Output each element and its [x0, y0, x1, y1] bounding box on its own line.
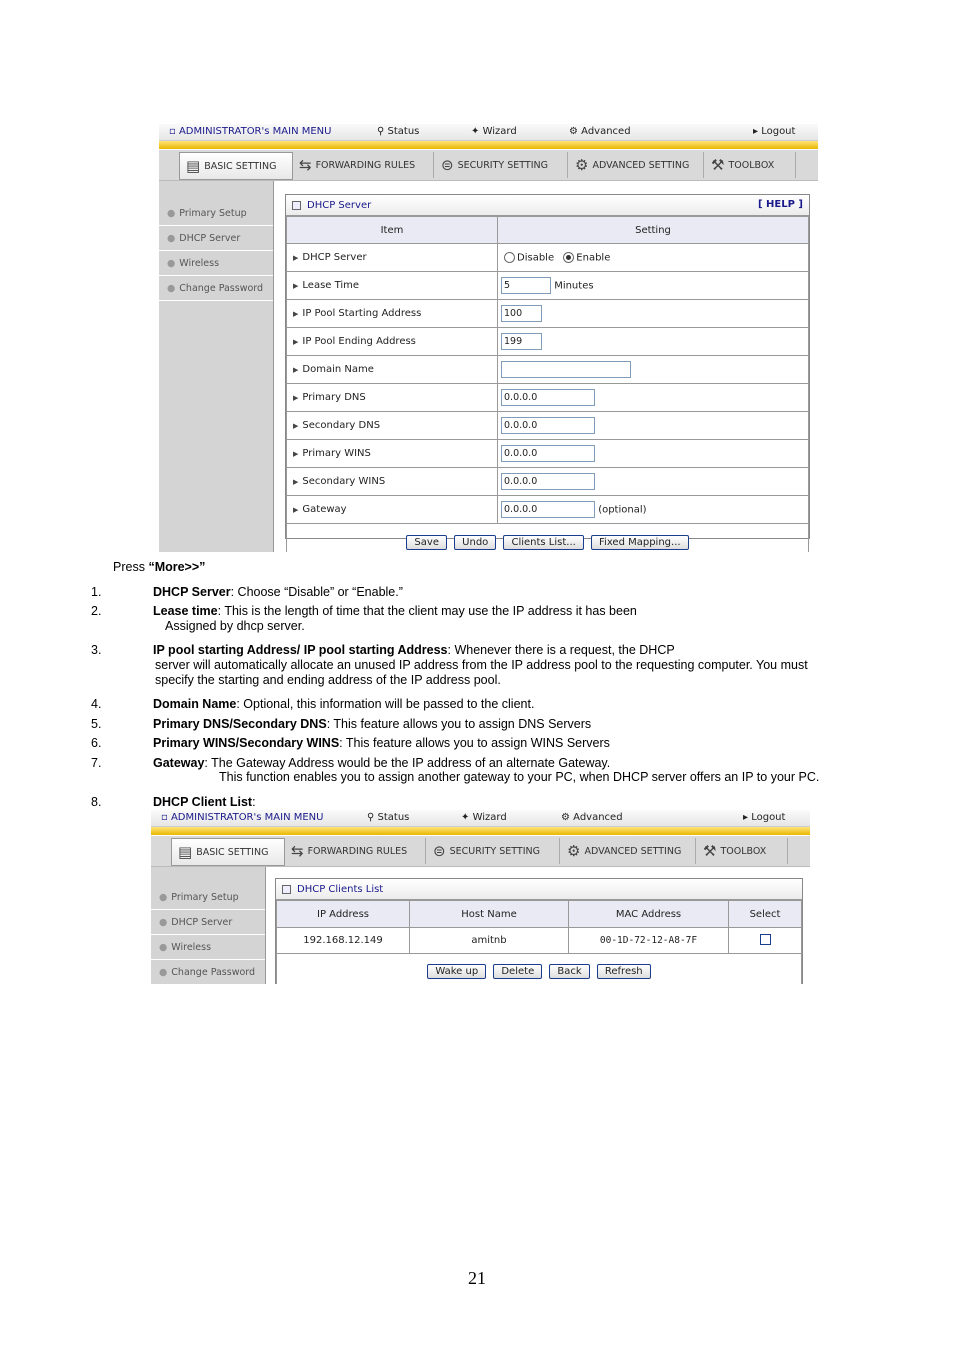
label-secondary-wins: ▶ Secondary WINS: [287, 468, 498, 496]
lock-icon: ⊜: [441, 156, 454, 174]
list-number: 7.: [91, 756, 102, 770]
list-number: 6.: [91, 736, 102, 750]
tab-bar: [159, 150, 818, 181]
dhcp-clients-panel: [275, 878, 803, 984]
arrow-right-icon: ▶: [293, 338, 299, 346]
toolbox-icon: ⚒: [711, 156, 725, 174]
clients-list-button[interactable]: Clients List...: [503, 535, 583, 550]
button-row: [287, 524, 809, 553]
lease-time-input[interactable]: 5: [501, 277, 551, 294]
col-select: Select: [729, 901, 802, 928]
gold-stripe: [151, 827, 810, 835]
square-icon: ▫: [161, 812, 171, 823]
list-item: Primary WINS/Secondary WINS: This feature allows you to assign WINS Servers: [153, 736, 610, 750]
undo-button[interactable]: Undo: [454, 535, 496, 550]
refresh-button[interactable]: Refresh: [597, 964, 651, 979]
book-icon: ▤: [186, 157, 201, 175]
tab-forwarding-rules[interactable]: ⇆ FORWARDING RULES: [285, 838, 426, 864]
save-button[interactable]: Save: [406, 535, 447, 550]
toolbox-icon: ⚒: [703, 842, 717, 860]
tab-basic-setting[interactable]: ▤ BASIC SETTING: [179, 152, 293, 180]
bullet-icon: ●: [167, 232, 176, 244]
lock-icon: ⊜: [433, 842, 446, 860]
cell-ip: 192.168.12.149: [277, 928, 410, 954]
list-item-continuation: This function enables you to assign another gateway to your PC, when DHCP server offers an IP to your PC.: [219, 770, 820, 784]
sidebar-item-dhcp-server[interactable]: ● DHCP Server: [159, 226, 273, 251]
label-ip-pool-end: ▶ IP Pool Ending Address: [287, 328, 498, 356]
tab-bar: [151, 836, 810, 867]
tab-security-setting[interactable]: ⊜ SECURITY SETTING: [435, 152, 568, 178]
list-number: 2.: [91, 604, 102, 618]
sidebar-item-primary-setup[interactable]: ● Primary Setup: [159, 201, 273, 226]
help-link[interactable]: [ HELP ]: [757, 199, 803, 210]
sidebar-item-wireless[interactable]: ● Wireless: [159, 251, 273, 276]
arrow-right-icon: ▶: [293, 282, 299, 290]
enable-radio[interactable]: [563, 252, 574, 263]
arrow-right-icon: ▶: [293, 366, 299, 374]
cell-host: amitnb: [410, 928, 569, 954]
list-item-continuation: server will automatically allocate an unused IP address from the IP address pool to the requesting computer. You must: [155, 658, 808, 672]
sidebar-item-dhcp-server[interactable]: ● DHCP Server: [151, 910, 265, 935]
label-secondary-dns: ▶ Secondary DNS: [287, 412, 498, 440]
list-number: 1.: [91, 585, 102, 599]
wizard-link[interactable]: ✦ Wizard: [461, 812, 507, 823]
fixed-mapping-button[interactable]: Fixed Mapping...: [591, 535, 689, 550]
bullet-icon: ●: [167, 257, 176, 269]
bullet-icon: ●: [167, 282, 176, 294]
settings-icon: ⚙: [575, 156, 589, 174]
list-item: Domain Name: Optional, this information will be passed to the client.: [153, 697, 535, 711]
arrow-right-icon: ▸: [753, 126, 762, 137]
col-host-name: Host Name: [410, 901, 569, 928]
primary-dns-input[interactable]: 0.0.0.0: [501, 389, 595, 406]
label-domain-name: ▶ Domain Name: [287, 356, 498, 384]
select-checkbox[interactable]: [760, 934, 771, 945]
label-ip-pool-start: ▶ IP Pool Starting Address: [287, 300, 498, 328]
bullet-icon: ●: [159, 941, 168, 953]
arrow-right-icon: ▶: [293, 478, 299, 486]
list-item-continuation: specify the starting and ending address of the IP address pool.: [155, 673, 501, 687]
forward-icon: ⇆: [299, 156, 312, 174]
tab-toolbox[interactable]: ⚒ TOOLBOX: [705, 152, 796, 178]
label-lease-time: ▶ Lease Time: [287, 272, 498, 300]
panel-title: DHCP Server [ HELP ]: [286, 195, 809, 216]
button-row: [277, 954, 802, 985]
logout-link[interactable]: ▸ Logout: [743, 812, 786, 823]
delete-button[interactable]: Delete: [493, 964, 542, 979]
cell-mac: 00-1D-72-12-A8-7F: [569, 928, 729, 954]
arrow-right-icon: ▶: [293, 394, 299, 402]
clients-table: [276, 900, 802, 984]
sidebar-item-change-password[interactable]: ● Change Password: [159, 276, 273, 301]
list-item-continuation: Assigned by dhcp server.: [165, 619, 305, 633]
list-item: IP pool starting Address/ IP pool starting Address: Whenever there is a request, the DHCP: [153, 643, 675, 657]
col-setting: Setting: [498, 217, 809, 244]
arrow-right-icon: ▶: [293, 450, 299, 458]
arrow-right-icon: ▶: [293, 506, 299, 514]
list-number: 8.: [91, 795, 102, 809]
sidebar-item-primary-setup[interactable]: ● Primary Setup: [151, 885, 265, 910]
arrow-right-icon: ▶: [293, 254, 299, 262]
settings-icon: ⚙: [567, 842, 581, 860]
square-icon: [282, 885, 291, 894]
tab-basic-setting[interactable]: ▤ BASIC SETTING: [171, 838, 285, 866]
dhcp-server-panel: [285, 194, 810, 548]
forward-icon: ⇆: [291, 842, 304, 860]
advanced-icon: ⚙: [561, 812, 574, 823]
advanced-link[interactable]: ⚙ Advanced: [569, 126, 631, 137]
wake-up-button[interactable]: Wake up: [427, 964, 486, 979]
list-item: Primary DNS/Secondary DNS: This feature allows you to assign DNS Servers: [153, 717, 592, 731]
logout-link[interactable]: ▸ Logout: [753, 126, 796, 137]
book-icon: ▤: [178, 843, 193, 861]
gateway-input[interactable]: 0.0.0.0: [501, 501, 595, 518]
tab-advanced-setting[interactable]: ⚙ ADVANCED SETTING: [569, 152, 704, 178]
square-icon: [292, 201, 301, 210]
sidebar: [151, 867, 266, 984]
tab-security-setting[interactable]: ⊜ SECURITY SETTING: [427, 838, 560, 864]
admin-top-menu: [151, 810, 810, 827]
back-button[interactable]: Back: [549, 964, 589, 979]
ip-pool-start-input[interactable]: 100: [501, 305, 542, 322]
bullet-icon: ●: [159, 966, 168, 978]
tab-toolbox[interactable]: ⚒ TOOLBOX: [697, 838, 788, 864]
bullet-icon: ●: [159, 916, 168, 928]
col-item: Item: [287, 217, 498, 244]
dhcp-server-screenshot: [159, 124, 818, 552]
dhcp-settings-table: Item Setting ▶ DHCP Server Disable Enable ▶ Lease Time 5 Minutes ▶ IP Pool Starting Address 100 ▶ IP Pool Ending Address 199 ▶ Domain Name ▶ Primary DNS 0.0.0.0 ▶ Secondary DNS 0.0.0.0 ▶ Primary WINS 0.0.0.0 ▶ Secondary WINS 0.0.0.0 ▶ Gateway 0.0.0.0 (optional) Save Undo Clients List... Fixed Mapping...: [286, 216, 809, 552]
wizard-icon: ✦: [461, 812, 473, 823]
admin-top-menu: [159, 124, 818, 141]
table-row: [277, 928, 802, 954]
tab-advanced-setting[interactable]: ⚙ ADVANCED SETTING: [561, 838, 696, 864]
admin-menu-link[interactable]: ▫ ADMINISTRATOR's MAIN MENU: [169, 126, 332, 137]
label-primary-wins: ▶ Primary WINS: [287, 440, 498, 468]
sidebar: [159, 181, 274, 552]
status-icon: ⚲: [367, 812, 378, 823]
secondary-dns-input[interactable]: 0.0.0.0: [501, 417, 595, 434]
bullet-icon: ●: [159, 891, 168, 903]
sidebar-item-wireless[interactable]: ● Wireless: [151, 935, 265, 960]
list-number: 4.: [91, 697, 102, 711]
advanced-link[interactable]: ⚙ Advanced: [561, 812, 623, 823]
list-item: Gateway: The Gateway Address would be the IP address of an alternate Gateway.: [153, 756, 611, 770]
disable-radio[interactable]: [504, 252, 515, 263]
press-more-line: Press “More>>”: [113, 560, 206, 574]
sidebar-item-change-password[interactable]: ● Change Password: [151, 960, 265, 984]
dhcp-clients-screenshot: [151, 810, 810, 984]
list-number: 3.: [91, 643, 102, 657]
ip-pool-end-input[interactable]: 199: [501, 333, 542, 350]
label-primary-dns: ▶ Primary DNS: [287, 384, 498, 412]
tab-forwarding-rules[interactable]: ⇆ FORWARDING RULES: [293, 152, 434, 178]
label-gateway: ▶ Gateway: [287, 496, 498, 524]
bullet-icon: ●: [167, 207, 176, 219]
wizard-link[interactable]: ✦ Wizard: [471, 126, 517, 137]
col-mac-address: MAC Address: [569, 901, 729, 928]
admin-menu-link[interactable]: ▫ ADMINISTRATOR's MAIN MENU: [161, 812, 324, 823]
label-dhcp-server: ▶ DHCP Server: [287, 244, 498, 272]
square-icon: ▫: [169, 126, 179, 137]
arrow-right-icon: ▶: [293, 422, 299, 430]
secondary-wins-input[interactable]: 0.0.0.0: [501, 473, 595, 490]
arrow-right-icon: ▶: [293, 310, 299, 318]
advanced-icon: ⚙: [569, 126, 582, 137]
arrow-right-icon: ▸: [743, 812, 752, 823]
status-link[interactable]: ⚲ Status: [377, 126, 420, 137]
list-item: DHCP Server: Choose “Disable” or “Enable.”: [153, 585, 403, 599]
status-link[interactable]: ⚲ Status: [367, 812, 410, 823]
col-ip-address: IP Address: [277, 901, 410, 928]
gold-stripe: [159, 141, 818, 149]
list-item: Lease time: This is the length of time that the client may use the IP address it has been: [153, 604, 637, 618]
wizard-icon: ✦: [471, 126, 483, 137]
domain-name-input[interactable]: [501, 361, 631, 378]
status-icon: ⚲: [377, 126, 388, 137]
page-number: 21: [468, 1268, 486, 1288]
primary-wins-input[interactable]: 0.0.0.0: [501, 445, 595, 462]
panel-title: DHCP Clients List: [276, 879, 802, 900]
list-number: 5.: [91, 717, 102, 731]
list-item: DHCP Client List:: [153, 795, 256, 809]
